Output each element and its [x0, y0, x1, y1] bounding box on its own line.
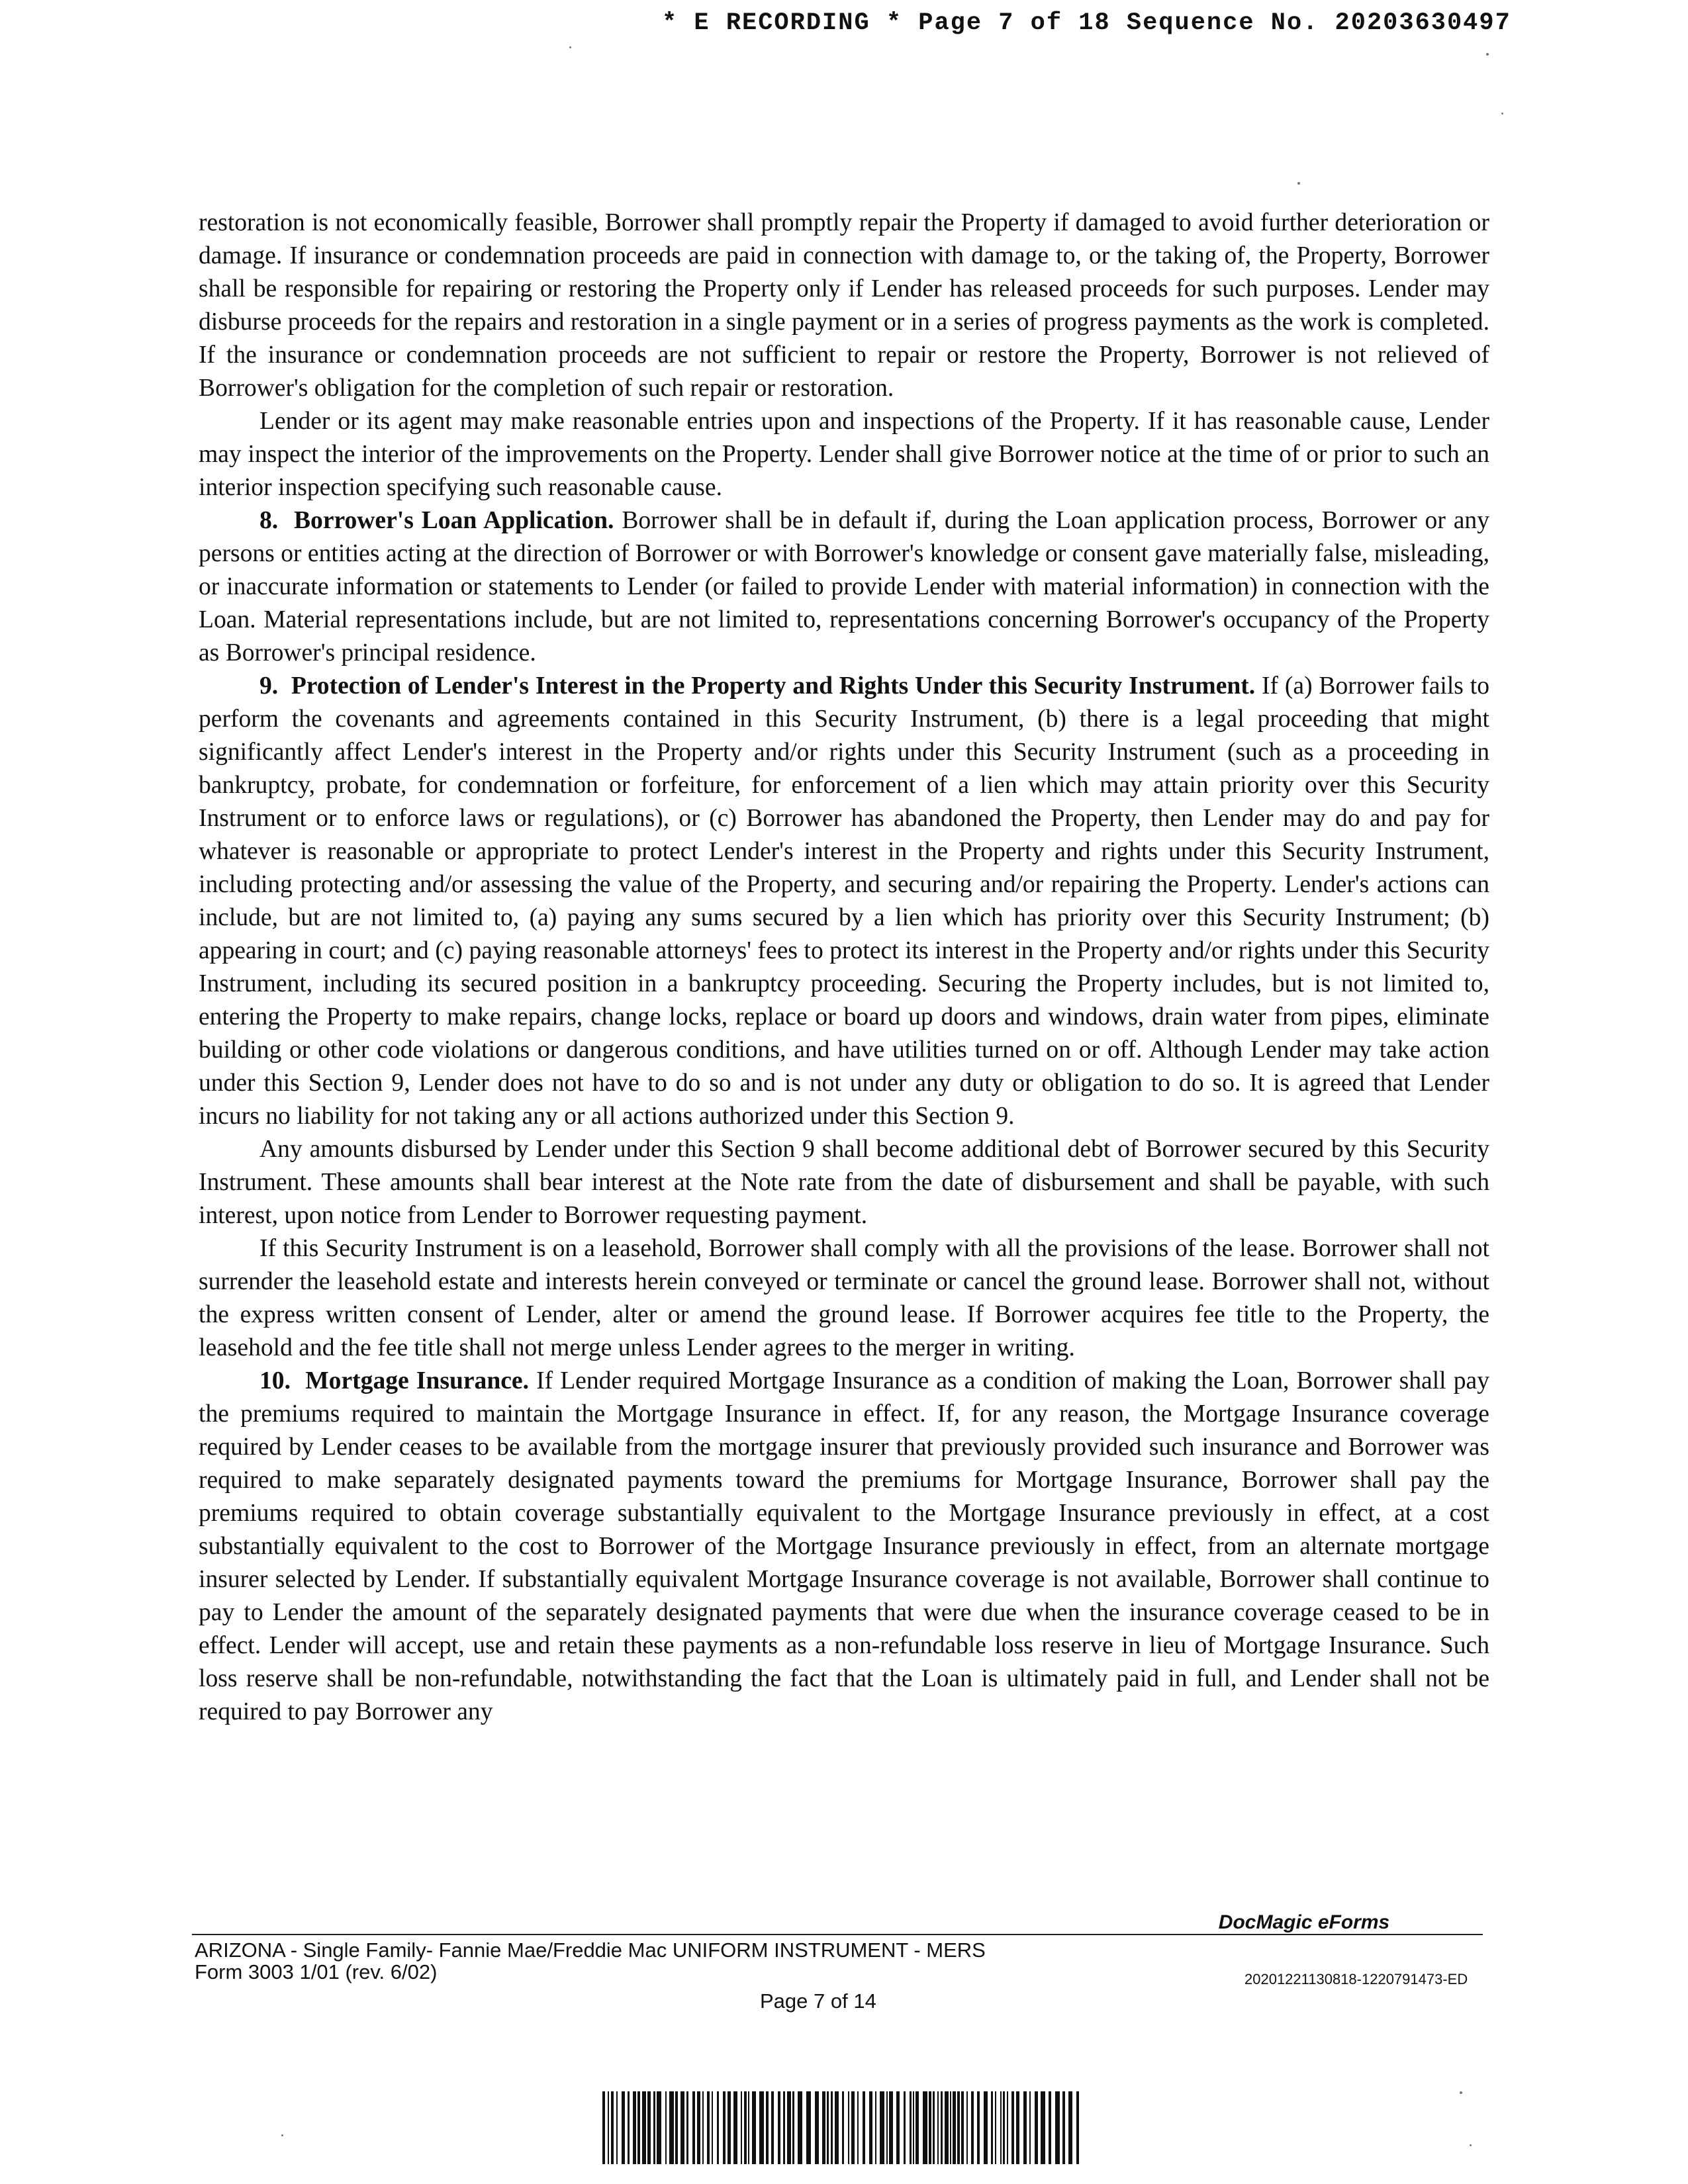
barcode-bar: [798, 2091, 802, 2164]
barcode-bar: [842, 2091, 844, 2164]
barcode-bar: [622, 2091, 625, 2164]
barcode-bar: [933, 2091, 935, 2164]
barcode-bar: [1029, 2091, 1031, 2164]
barcode-bar: [633, 2091, 636, 2164]
barcode-bar: [1068, 2091, 1072, 2164]
barcode-bar: [977, 2091, 980, 2164]
barcode-bar: [953, 2091, 956, 2164]
barcode-bar: [1076, 2091, 1079, 2164]
barcode-bar: [752, 2091, 756, 2164]
barcode-bar: [647, 2091, 651, 2164]
barcode-bar: [723, 2091, 726, 2164]
barcode-bar: [945, 2091, 949, 2164]
section-9: [199, 670, 1489, 1133]
barcode: [602, 2091, 1079, 2164]
barcode-bar: [971, 2091, 974, 2164]
footer-form-info: [195, 1939, 986, 1983]
barcode-bar: [628, 2091, 630, 2164]
barcode-bar: [961, 2091, 964, 2164]
barcode-bar: [702, 2091, 704, 2164]
recording-header: * E RECORDING * Page 7 of 18 Sequence No. 20203630497: [662, 9, 1511, 37]
barcode-bar: [941, 2091, 943, 2164]
barcode-bar: [616, 2091, 618, 2164]
barcode-bar: [923, 2091, 927, 2164]
barcode-bar: [1007, 2091, 1008, 2164]
barcode-bar: [783, 2091, 785, 2164]
barcode-bar: [611, 2091, 614, 2164]
barcode-bar: [848, 2091, 849, 2164]
barcode-bar: [880, 2091, 884, 2164]
document-body: [199, 206, 1489, 1729]
barcode-bar: [1041, 2091, 1045, 2164]
barcode-bar: [741, 2091, 742, 2164]
barcode-bar: [957, 2091, 960, 2164]
barcode-bar: [712, 2091, 713, 2164]
barcode-bar: [827, 2091, 829, 2164]
section-10: [199, 1365, 1489, 1729]
barcode-bar: [896, 2091, 900, 2164]
barcode-bar: [1035, 2091, 1038, 2164]
section-8-heading: Borrower's Loan Application.: [293, 507, 614, 534]
footer-rule-brand: [1211, 1934, 1483, 1935]
barcode-bar: [657, 2091, 661, 2164]
barcode-bar: [913, 2091, 914, 2164]
docmagic-brand: DocMagic eForms: [1218, 1911, 1390, 1933]
footer-page-number: Page 7 of 14: [760, 1989, 876, 2013]
barcode-bar: [1062, 2091, 1065, 2164]
barcode-bar: [717, 2091, 719, 2164]
barcode-bar: [1049, 2091, 1051, 2164]
barcode-bar: [915, 2091, 919, 2164]
barcode-bar: [1016, 2091, 1019, 2164]
barcode-bar: [875, 2091, 876, 2164]
barcode-bar: [910, 2091, 912, 2164]
scan-speck: [1501, 113, 1503, 114]
barcode-bar: [669, 2091, 674, 2164]
barcode-bar: [665, 2091, 667, 2164]
barcode-bar: [727, 2091, 731, 2164]
scan-speck: [1297, 182, 1300, 185]
barcode-bar: [748, 2091, 749, 2164]
barcode-bar: [675, 2091, 678, 2164]
scan-speck: [1460, 2091, 1462, 2094]
barcode-bar: [857, 2091, 859, 2164]
section-10-text: If Lender required Mortgage Insurance as a condition of making the Loan, Borrower shall pay the premiums required to maintain the Mortgage Insurance in effect. If, for any reason, the Mortgage Insurance coverage required by Lender ceases to be available from the mortgage insurer that previously provided such insurance and Borrower was required to make separately designated payments toward the premiums for Mortgage Insurance, Borrower shall pay the premiums required to obtain coverage substantially equivalent to the Mortgage Insurance previously in effect, at a cost substantially equivalent to the cost to Borrower of the Mortgage Insurance previously in effect, from an alternate mortgage insurer selected by Lender. If substantially equivalent Mortgage Insurance coverage is not available, Borrower shall continue to pay to Lender the amount of the separately designated payments that were due when the insurance coverage ceased to be in effect. Lender will accept, use and retain these payments as a non-refundable loss reserve in lieu of Mortgage Insurance. Such loss reserve shall be non-refundable, notwithstanding the fact that the Loan is ultimately paid in full, and Lender shall not be required to pay Borrower any: [199, 1367, 1489, 1725]
scan-speck: [569, 46, 571, 48]
barcode-bar: [904, 2091, 906, 2164]
barcode-bar: [771, 2091, 774, 2164]
barcode-bar: [707, 2091, 710, 2164]
barcode-bar: [637, 2091, 640, 2164]
barcode-bar: [759, 2091, 764, 2164]
barcode-bar: [602, 2091, 605, 2164]
scan-speck: [1470, 2144, 1472, 2146]
barcode-bar: [1055, 2091, 1060, 2164]
barcode-bar: [792, 2091, 794, 2164]
footer-rule: [192, 1934, 1218, 1935]
barcode-bar: [744, 2091, 747, 2164]
scan-speck: [1486, 53, 1489, 56]
barcode-bar: [608, 2091, 609, 2164]
barcode-bar: [686, 2091, 688, 2164]
barcode-bar: [806, 2091, 811, 2164]
barcode-bar: [692, 2091, 695, 2164]
section-9-heading: Protection of Lender's Interest in the Property and Rights Under this Security Instrument.: [291, 672, 1256, 700]
footer-form-title: ARIZONA - Single Family- Fannie Mae/Freddie Mac UNIFORM INSTRUMENT - MERS: [195, 1938, 986, 1962]
barcode-bar: [984, 2091, 988, 2164]
section-10-number: 10.: [259, 1367, 291, 1394]
barcode-bar: [1003, 2091, 1005, 2164]
barcode-bar: [886, 2091, 888, 2164]
barcode-bar: [1011, 2091, 1014, 2164]
barcode-bar: [995, 2091, 996, 2164]
barcode-bar: [787, 2091, 791, 2164]
section-9-number: 9.: [259, 672, 279, 700]
barcode-bar: [1000, 2091, 1002, 2164]
section-8-number: 8.: [259, 507, 279, 534]
barcode-bar: [831, 2091, 833, 2164]
footer-document-id: 20201221130818-1220791473-ED: [1244, 1971, 1468, 1987]
barcode-bar: [766, 2091, 769, 2164]
paragraph-restoration: restoration is not economically feasible, Borrower shall promptly repair the Property if damaged to avoid further deterioration or damage. If insurance or condemnation proceeds are paid in connection with damage to, or the taking of, the Property, Borrower shall be responsible for repairing or restoring the Property only if Lender has released proceeds for such purposes. Lender may disburse proceeds for the repairs and restoration in a single payment or in a series of progress payments as the work is completed. If the insurance or condemnation proceeds are not sufficient to repair or restore the Property, Borrower is not relieved of Borrower's obligation for the completion of such repair or restoration.: [199, 209, 1489, 402]
footer-form-number: Form 3003 1/01 (rev. 6/02): [195, 1960, 438, 1983]
barcode-bar: [642, 2091, 646, 2164]
barcode-bar: [778, 2091, 780, 2164]
barcode-bar: [733, 2091, 737, 2164]
barcode-bar: [822, 2091, 825, 2164]
barcode-bar: [863, 2091, 865, 2164]
section-8-text: Borrower shall be in default if, during the Loan application process, Borrower or any persons or entities acting at the direction of Borrower or with Borrower's knowledge or consent gave materially false, misleading, or inaccurate information or statements to Lender (or failed to provide Lender with material information) in connection with the Loan. Material representations include, but are not limited to, representations concerning Borrower's occupancy of the Property as Borrower's principal residence.: [199, 507, 1489, 666]
paragraph-inspection: Lender or its agent may make reasonable entries upon and inspections of the Property. If it has reasonable cause, Lender may inspect the interior of the improvements on the Property. Lender shall give Borrower notice at the time of or prior to such an interior inspection specifying such reasonable cause.: [199, 408, 1489, 501]
paragraph-amounts-disbursed: Any amounts disbursed by Lender under this Section 9 shall become additional debt of Borrower secured by this Security Instrument. These amounts shall bear interest at the Note rate from the date of disbursement and shall be payable, with such interest, upon notice from Lender to Borrower requesting payment.: [199, 1136, 1489, 1229]
barcode-bar: [937, 2091, 939, 2164]
barcode-bar: [889, 2091, 893, 2164]
barcode-bar: [835, 2091, 839, 2164]
section-10-heading: Mortgage Insurance.: [305, 1367, 529, 1394]
scan-speck: [281, 2134, 283, 2136]
section-8: [199, 504, 1489, 670]
barcode-bar: [697, 2091, 700, 2164]
barcode-bar: [680, 2091, 684, 2164]
barcode-bar: [1023, 2091, 1027, 2164]
barcode-bar: [966, 2091, 968, 2164]
section-9-text: If (a) Borrower fails to perform the covenants and agreements contained in this Security Instrument, (b) there is a legal proceeding that might significantly affect Lender's interest in the Property and/or rights under this Security Instrument (such as a proceeding in bankruptcy, probate, for condemnation or forfeiture, for enforcement of a lien which may attain priority over this Security Instrument or to enforce laws or regulations), or (c) Borrower has abandoned the Property, then Lender may do and pay for whatever is reasonable or appropriate to protect Lender's interest in the Property and rights under this Security Instrument, including protecting and/or assessing the value of the Property, and securing and/or repairing the Property. Lender's actions can include, but are not limited to, (a) paying any sums secured by a lien which has priority over this Security Instrument; (b) appearing in court; and (c) paying reasonable attorneys' fees to protect its interest in the Property and/or rights under this Security Instrument, including its secured position in a bankruptcy proceeding. Securing the Property includes, but is not limited to, entering the Property to make repairs, change locks, replace or board up doors and windows, drain water from pipes, eliminate building or other code violations or dangerous conditions, and have utilities turned on or off. Although Lender may take action under this Section 9, Lender does not have to do so and is not under any duty or obligation to do so. It is agreed that Lender incurs no liability for not taking any or all actions authorized under this Section 9.: [199, 672, 1489, 1130]
barcode-bar: [851, 2091, 855, 2164]
paragraph-leasehold: If this Security Instrument is on a leasehold, Borrower shall comply with all the provisions of the lease. Borrower shall not surrender the leasehold estate and interests herein conveyed or terminate or cancel the ground lease. Borrower shall not, without the express written consent of Lender, alter or amend the ground lease. If Borrower acquires fee title to the Property, the leasehold and the fee title shall not merge unless Lender agrees to the merger in writing.: [199, 1235, 1489, 1361]
barcode-bar: [991, 2091, 993, 2164]
barcode-bar: [869, 2091, 872, 2164]
barcode-bar: [950, 2091, 951, 2164]
barcode-bar: [815, 2091, 819, 2164]
barcode-bar: [929, 2091, 931, 2164]
barcode-bar: [653, 2091, 655, 2164]
